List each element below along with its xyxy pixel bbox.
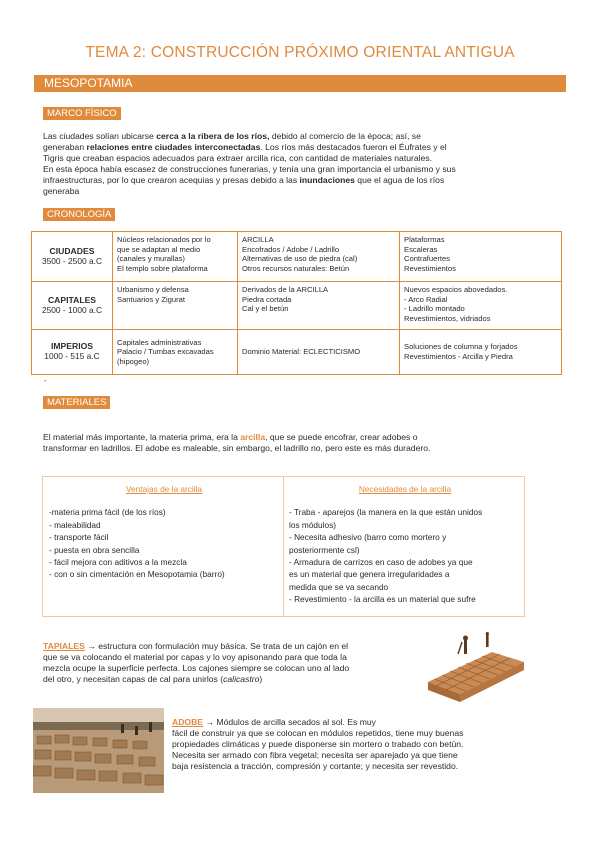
table-cell: Nuevos espacios abovedados. - Arco Radial - Ladrillo montado Revestimientos, vidriados <box>400 282 562 330</box>
materiales-label: MATERIALES <box>43 396 110 409</box>
period-name: CIUDADES <box>49 245 95 256</box>
table-cell: Capitales administrativas Palacio / Tumbas excavadas (hipogeo) <box>113 330 238 375</box>
list-item: -materia prima fácil (de los ríos) <box>49 507 166 518</box>
list-item: - Revestimiento - la arcilla es un material que sufre <box>289 594 476 605</box>
arcilla-comparison-box <box>42 476 525 617</box>
period-name: CAPITALES <box>47 294 97 305</box>
table-cell: Dominio Material: ECLECTICISMO <box>238 330 400 375</box>
section-header-mesopotamia: MESOPOTAMIA <box>34 75 566 92</box>
tapiales-text: TAPIALES → estructura con formulación muy básica. Se trata de un cajón en el que se va colocando el material por capas y lo voy apisonando para que toda la mezcla ocupe la superficie perfecta. Los cajones siempre se colocan uno al lado del otro, y necesitan capas de cal para unirlos (calicastro) <box>43 641 350 684</box>
period-dates: 2500 - 1000 a.C <box>41 304 103 315</box>
list-item: - con o sin cimentación en Mesopotamia (barro) <box>49 569 225 580</box>
divider <box>283 477 284 616</box>
list-item: - puesta en obra sencilla <box>49 544 140 555</box>
tapiales-term: TAPIALES <box>43 641 85 651</box>
necesidades-title: Necesidades de la arcilla <box>358 484 452 494</box>
table-cell: ARCILLA Encofrados / Adobe / Ladrillo Alternativas de uso de piedra (cal) Otros recursos naturales: Betún <box>238 232 400 282</box>
table-cell: Núcleos relacionados por lo que se adaptan al medio (canales y murallas) El templo sobre plataforma <box>113 232 238 282</box>
cronologia-table <box>31 231 562 375</box>
stray-mark: - <box>44 378 47 385</box>
adobe-bricks-photo <box>33 708 164 793</box>
list-item: - Armadura de carrizos en caso de adobes ya que <box>289 557 473 568</box>
marco-fisico-text: Las ciudades solían ubicarse cerca a la ribera de los ríos, debido al comercio de la época; así, se generaban relaciones entre ciudades interconectadas. Los ríos más destacados fueron el Éufrates y el Tigris que creaban espacios adecuados para extraer arcilla rica, con cantidad de materiales naturales. En esta época había escasez de construcciones funerarias, y tenía una gran importancia el urbanismo y sus infraestructuras, por lo que crearon acequias y presas debido a las inundaciones que el agua de los ríos generaba <box>43 131 456 196</box>
ventajas-title: Ventajas de la arcilla <box>125 484 203 494</box>
list-item: es un material que genera irregularidades a <box>289 569 450 580</box>
table-row <box>32 232 562 282</box>
period-name: IMPERIOS <box>50 341 94 352</box>
adobe-text: ADOBE → Módulos de arcilla secados al sol. Es muy fácil de construir ya que se colocan en módulos repetidos, tiene muy buenas propiedades climáticas y puede disponerse sin mortero o trabado con betún. Necesita ser armado con fibra vegetal; necesita ser aparejado ya que tiene baja resistencia a tracción, compresión y cortante; y necesita ser revestido. <box>172 717 464 771</box>
table-cell: Soluciones de columna y forjados Revestimientos - Arcilla y Piedra <box>400 330 562 375</box>
table-cell: Urbanismo y defensa Santuarios y Zigurat <box>113 282 238 330</box>
adobe-term: ADOBE <box>172 717 204 727</box>
cronologia-label: CRONOLOGÍA <box>43 208 115 221</box>
table-cell: Derivados de la ARCILLA Piedra cortada Cal y el betún <box>238 282 400 330</box>
tapial-wall-image <box>424 632 526 702</box>
table-cell: Plataformas Escaleras Contrafuertes Revestimientos <box>400 232 562 282</box>
list-item: - Necesita adhesivo (barro como mortero y <box>289 532 447 543</box>
list-item: - maleabilidad <box>49 519 101 530</box>
list-item: medida que se va secando <box>289 581 389 592</box>
period-dates: 1000 - 515 a.C <box>44 351 100 361</box>
necesidades-column <box>289 477 521 606</box>
list-item: - fácil mejora con aditivos a la mezcla <box>49 557 187 568</box>
table-row <box>32 330 562 375</box>
page-title: TEMA 2: CONSTRUCCIÓN PRÓXIMO ORIENTAL ANTIGUA <box>85 44 515 61</box>
ventajas-column <box>49 477 279 581</box>
list-item: - transporte fácil <box>49 532 109 543</box>
list-item: los módulos) <box>289 519 337 530</box>
list-item: posteriormente csl) <box>289 544 360 555</box>
marco-fisico-label: MARCO FÍSICO <box>43 107 121 120</box>
list-item: - Traba - aparejos (la manera en la que están unidos <box>289 507 483 518</box>
period-dates: 3500 - 2500 a.C <box>41 255 103 266</box>
table-row <box>32 282 562 330</box>
materiales-text: El material más importante, la materia prima, era la arcilla, que se puede encofrar, crear adobes o transformar en ladrillos. El adobe es maleable, sin embargo, el ladrillo no, pero este es más duradero. <box>43 432 431 453</box>
